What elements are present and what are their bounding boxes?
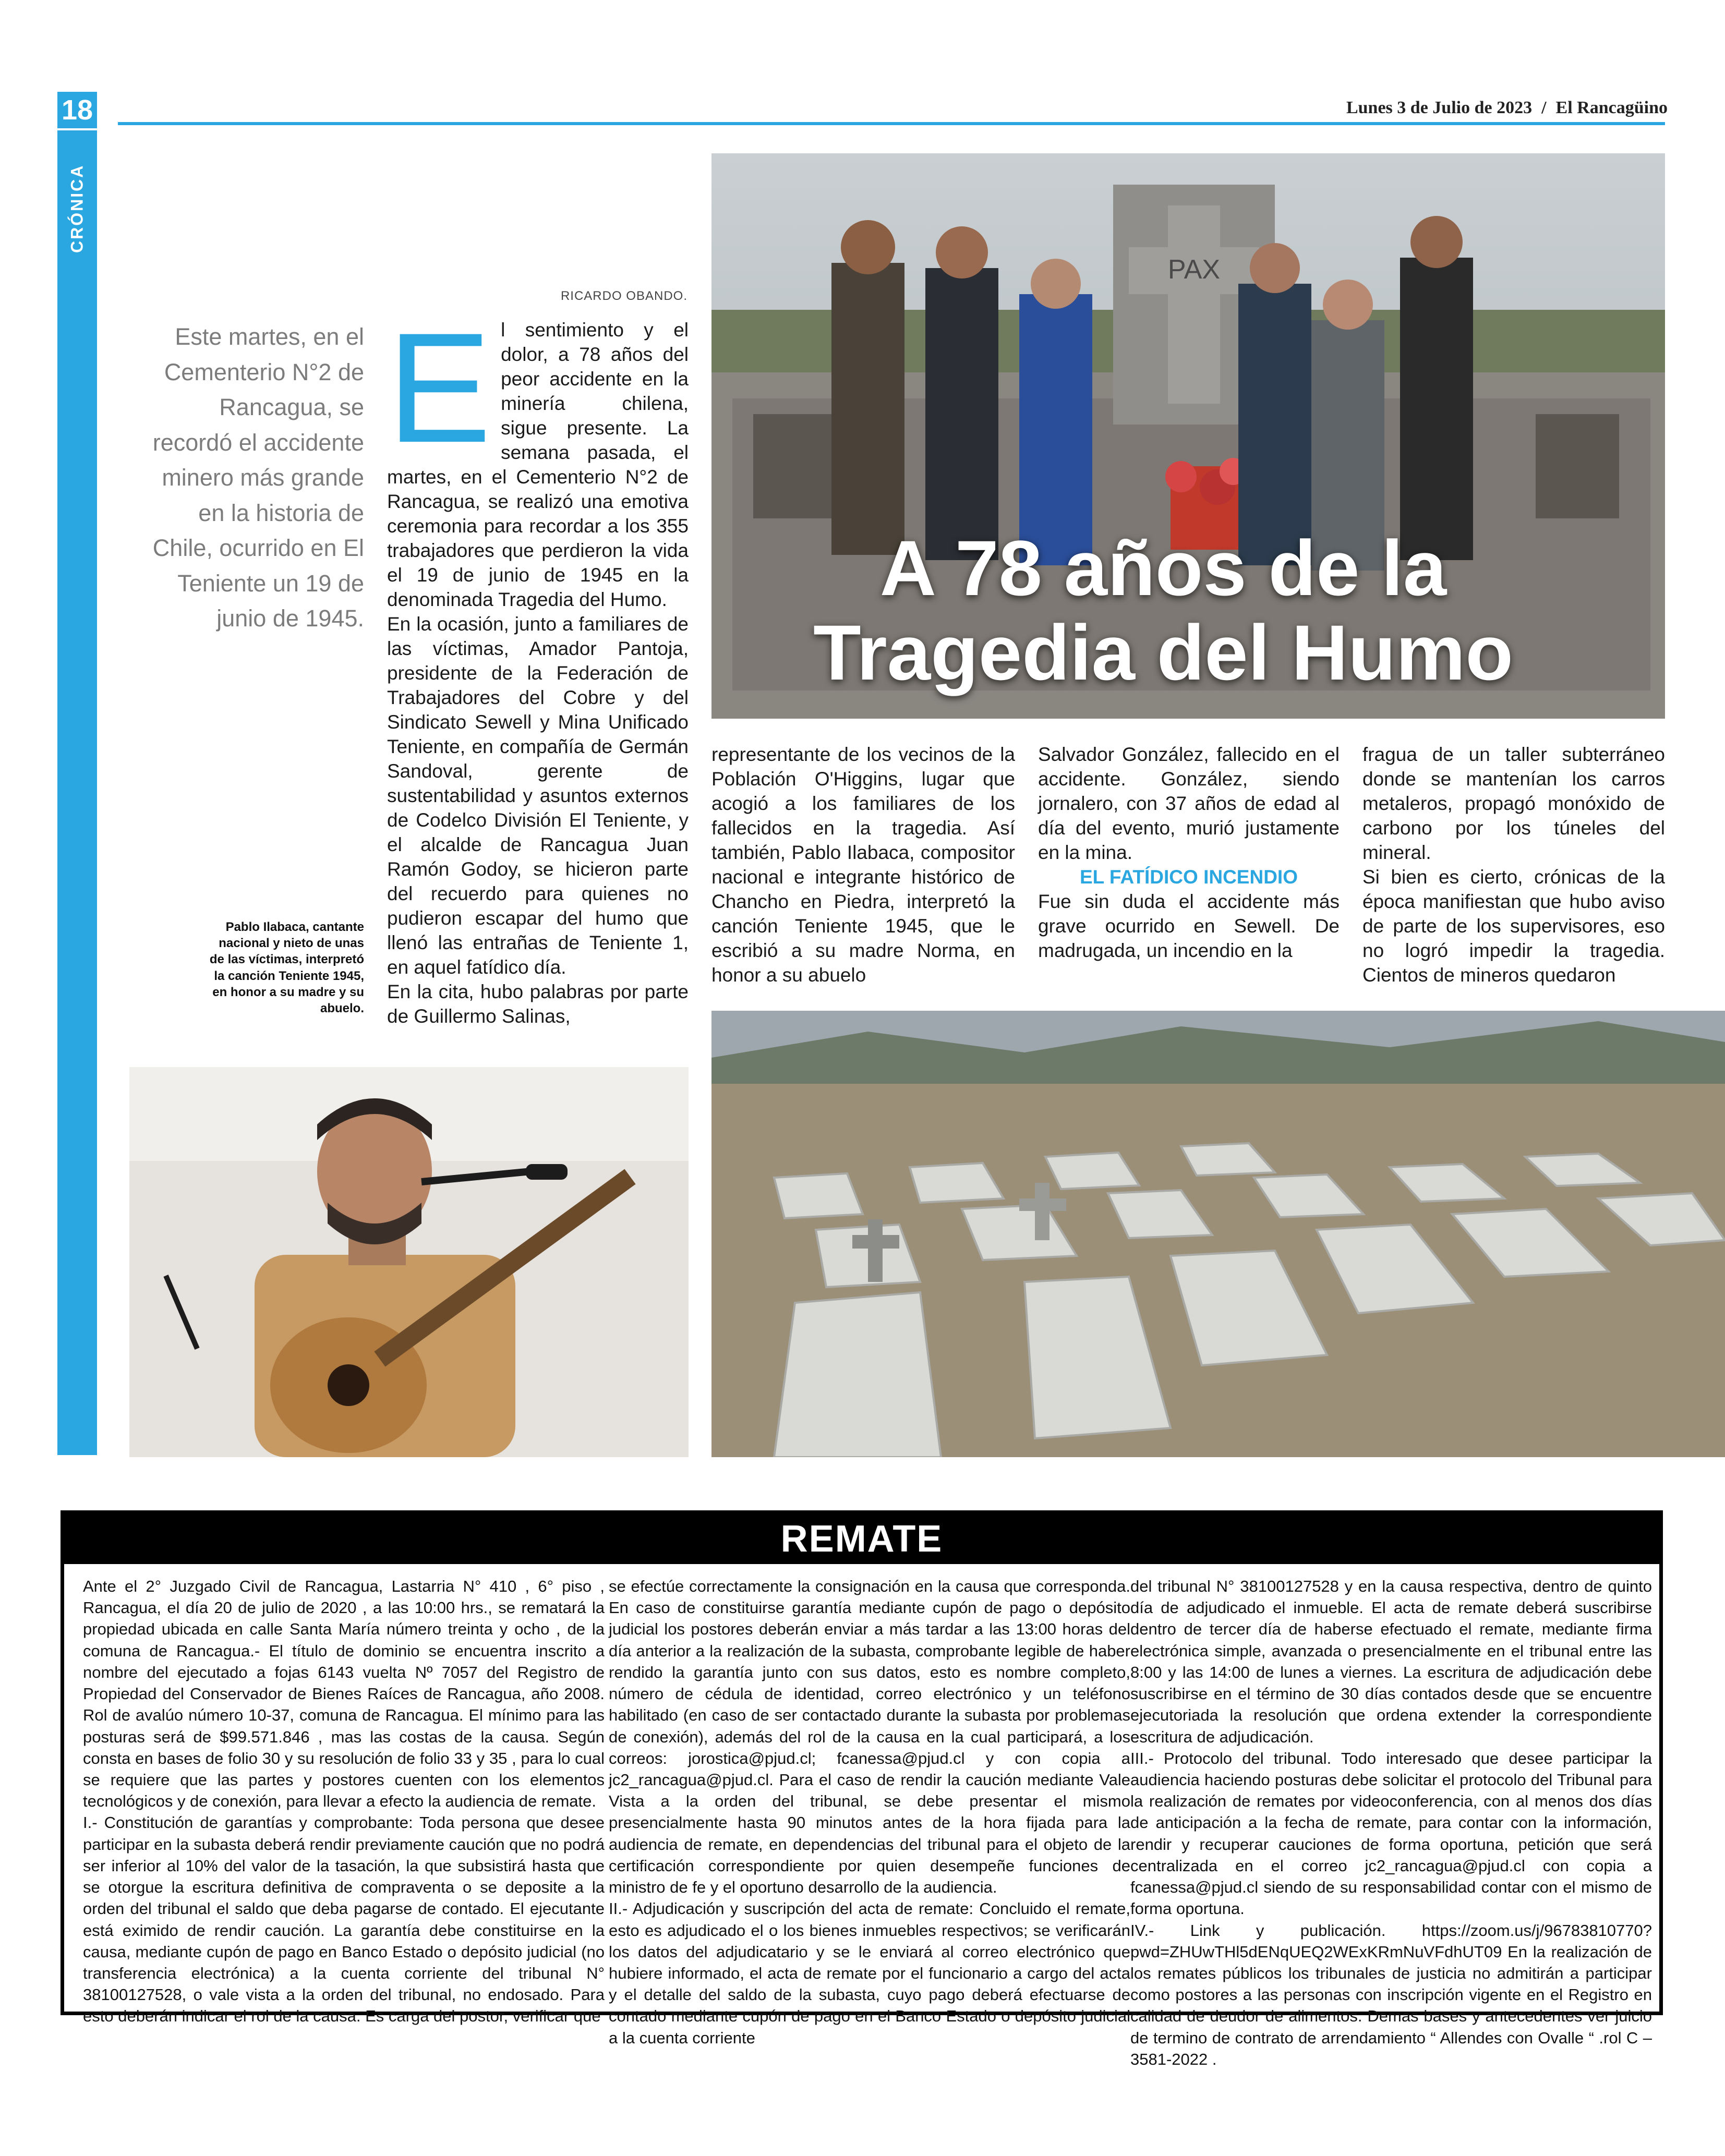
remate-title: REMATE xyxy=(64,1514,1659,1564)
headline xyxy=(720,526,1607,695)
section-sidebar xyxy=(57,130,97,1455)
remate-column-2 xyxy=(609,1576,1130,2049)
header-separator: / xyxy=(1541,98,1547,117)
photo-caption: Pablo Ilabaca, cantante nacional y nieto de unas de las víctimas, interpretó la canción Teniente 1945, en honor a su madre y su abuelo. xyxy=(209,920,364,1015)
article-column-2 xyxy=(711,743,1015,988)
article-deck: Este martes, en el Cementerio N°2 de Rancagua, se recordó el accidente minero más grande en la historia de Chile, ocurrido en El Teniente un 19 de junio de 1945. xyxy=(152,323,364,632)
publication-name: El Rancagüino xyxy=(1555,98,1668,117)
section-label: CRÓNICA xyxy=(67,164,87,253)
article-paragraph: Si bien es cierto, crónicas de la época manifiestan que hubo aviso de parte de los supervisores, eso no logró impedir la tragedia. Cientos de mineros quedaron xyxy=(1362,866,1665,986)
article-paragraph: representante de los vecinos de la Población O'Higgins, lugar que acogió a los familiares de los fallecidos en la tragedia. Así también, Pablo Ilabaca, compositor nacional e integrante histórico de Chancho en Piedra, interpretó la canción Teniente 1945, que le escribió a su madre Norma, en honor a su abuelo xyxy=(711,744,1015,986)
byline: RICARDO OBANDO. xyxy=(560,289,687,303)
article-paragraph: fragua de un taller subterráneo donde se mantenían los carros metaleros, propagó monóxido de carbono por los túneles del mineral. xyxy=(1362,744,1665,863)
article-column-3 xyxy=(1038,743,1340,963)
issue-date: Lunes 3 de Julio de 2023 xyxy=(1346,98,1533,117)
cemetery-photo xyxy=(711,1011,1725,1457)
article-paragraph: Salvador González, fallecido en el accidente. González, siendo jornalero, con 37 años de edad al día del evento, murió justamente en la mina. xyxy=(1038,744,1340,863)
headline-line-2: Tragedia del Humo xyxy=(813,609,1513,696)
remate-paragraph: se efectúe correctamente la consignación en la causa que corresponda. En caso de constituirse garantía mediante cupón de pago o depósito judicial los postores deberán enviar a más tardar a las 13:00 horas del día anterior a la realización de la subasta, comprobante legible de haber rendido la garantía junto con sus datos, esto es nombre completo, número de cédula de identidad, correo electrónico y un teléfono habilitado (en caso de ser contactado durante la subasta por problemas de conexión), además del rol de la causa en la cual participará, a los correos: jorostica@pjud.cl; fcanessa@pjud.cl y con copia a jc2_rancagua@pjud.cl. Para el caso de rendir la caución mediante Vale Vista a la orden del tribunal, se debe presentar el mismo presencialmente hasta 90 minutos antes de la hora fijada para la audiencia de remate, en dependencias del tribunal para el objeto de la certificación correspondiente por quien desempeñe funciones de ministro de fe y el oportuno desarrollo de la audiencia. xyxy=(609,1577,1130,1897)
article-paragraph: Fue sin duda el accidente más grave ocurrido en Sewell. De madrugada, un incendio en la xyxy=(1038,890,1340,961)
remate-paragraph: I.- Constitución de garantías y comprobante: Toda persona que desee participar en la subasta deberá rendir previamente caución que no podrá ser inferior al 10% del valor de la tasación, la que subsistirá hasta que se otorgue la escritura definitiva de compraventa o se deposite a la orden del tribunal el saldo que deba pagarse de contado. El ejecutante está eximido de rendir caución. La garantía debe constituirse en la causa, mediante cupón de pago en Banco Estado o depósito judicial (no transferencia electrónica) a la cuenta corriente del tribunal N° 38100127528, o vale vista a la orden del tribunal, no endosado. Para esto deberán indicar el rol de la causa. Es carga del postor, verificar que xyxy=(83,1813,605,2026)
page-number: 18 xyxy=(57,92,97,128)
cemetery-illustration xyxy=(711,1011,1725,1457)
cross-inscription: PAX xyxy=(1167,255,1221,285)
remate-paragraph: del tribunal N° 38100127528 y en la causa respectiva, dentro de quinto día de adjudicado el inmueble. El acta de remate deberá suscribirse dentro de tercer día de haberse efectuado el remate, mediante firma electrónica simple, avanzada o presencialmente en el tribunal entre las 8:00 y las 14:00 de lunes a viernes. La escritura de adjudicación debe suscribirse en el término de 30 días contados desde que se encuentre ejecutoriada la resolución que ordena extender la correspondiente escritura de adjudicación. xyxy=(1130,1577,1652,1746)
article-paragraph: En la cita, hubo palabras por parte de Guillermo Salinas, xyxy=(387,980,689,1027)
drop-cap: E xyxy=(387,300,492,475)
article-column-4 xyxy=(1362,743,1665,988)
headline-line-1: A 78 años de la xyxy=(879,524,1447,612)
remate-column-1 xyxy=(83,1576,605,2027)
remate-paragraph: II.- Adjudicación y suscripción del acta de remate: Concluido el remate, esto es adjudicado el o los bienes inmuebles respectivos; se verificarán los datos del adjudicatario y se le enviará al correo electrónico que hubiere informado, el acta de remate por el funcionario a cargo del acta y el detalle del saldo de la subasta, cuyo pago deberá efectuarse de contado mediante cupón de pago en el Banco Estado o depósito judicial a la cuenta corriente xyxy=(609,1899,1130,2047)
header-rule xyxy=(118,122,1665,125)
article-paragraph: En la ocasión, junto a familiares de las víctimas, Amador Pantoja, presidente de la Federación de Trabajadores del Cobre y del Sindicato Sewell y Mina Unificado Teniente, en compañía de Germán Sandoval, gerente de sustentabilidad y asuntos externos de Codelco División El Teniente, y el alcalde de Rancagua Juan Ramón Godoy, se hicieron parte del recuerdo para quienes no pudieron escapar del humo que llenó las entrañas de Teniente 1, en aquel fatídico día. xyxy=(387,613,689,978)
singer-illustration xyxy=(129,1067,689,1457)
header-meta xyxy=(1346,98,1668,118)
subheading: EL FATÍDICO INCENDIO xyxy=(1080,866,1298,888)
article-column-1 xyxy=(387,300,689,1029)
singer-photo xyxy=(129,1067,689,1457)
remate-paragraph: IV.- Link y publicación. https://zoom.us/j/96783810770?pwd=ZHUwTHl5dENqUEQ2WExKRmNuVFdhUT09 En la realización de los remates públicos los tribunales de justicia no admitirán a participar como postores a las personas con inscripción vigente en el Registro en calidad de deudor de alimentos. Demas bases y antecedentes ver juicio de termino de contrato de arrendamiento “ Allendes con Ovalle “ .rol C – 3581-2022 . xyxy=(1130,1921,1652,2068)
remate-paragraph: III.- Protocolo del tribunal. Todo interesado que desee participar la audiencia haciendo posturas debe solicitar el protocolo del Tribunal para la realización de remates por videoconferencia, con al menos dos días de anticipación a la fecha de remate, para contar con la información, rendir y recuperar cauciones de forma oportuna, petición que será centralizada en el correo jc2_rancagua@pjud.cl con copia a fcanessa@pjud.cl siendo de su responsabilidad contar con el mismo de forma oportuna. xyxy=(1130,1749,1652,1918)
remate-notice xyxy=(61,1510,1663,2068)
article-paragraph: l sentimiento y el dolor, a 78 años del peor accidente en la minería chilena, sigue presente. La semana pasada, el martes, en el Cementerio N°2 de Rancagua, se realizó una emotiva ceremonia para recordar a los 355 trabajadores que perdieron la vida el 19 de junio de 1945 en la denominada Tragedia del Humo. xyxy=(387,319,689,610)
remate-paragraph: Ante el 2° Juzgado Civil de Rancagua, Lastarria N° 410 , 6° piso , Rancagua, el día 20 de julio de 2020 , a las 10:00 hrs., se rematará la propiedad ubicada en calle Santa María número treinta y ocho , de la comuna de Rancagua.- El título de dominio se encuentra inscrito a nombre del ejecutado a fojas 6143 vuelta Nº 7057 del Registro de Propiedad del Conservador de Bienes Raíces de Rancagua, año 2008. Rol de avalúo número 10-37, comuna de Rancagua. El mínimo para las posturas será de $99.571.846 , mas las costas de la causa. Según consta en bases de folio 30 y su resolución de folio 33 y 35 , para lo cual se requiere que las partes y postores cuenten con los elementos tecnológicos y de conexión, para llevar a efecto la audiencia de remate. xyxy=(83,1577,605,1811)
remate-column-3 xyxy=(1130,1576,1652,2070)
